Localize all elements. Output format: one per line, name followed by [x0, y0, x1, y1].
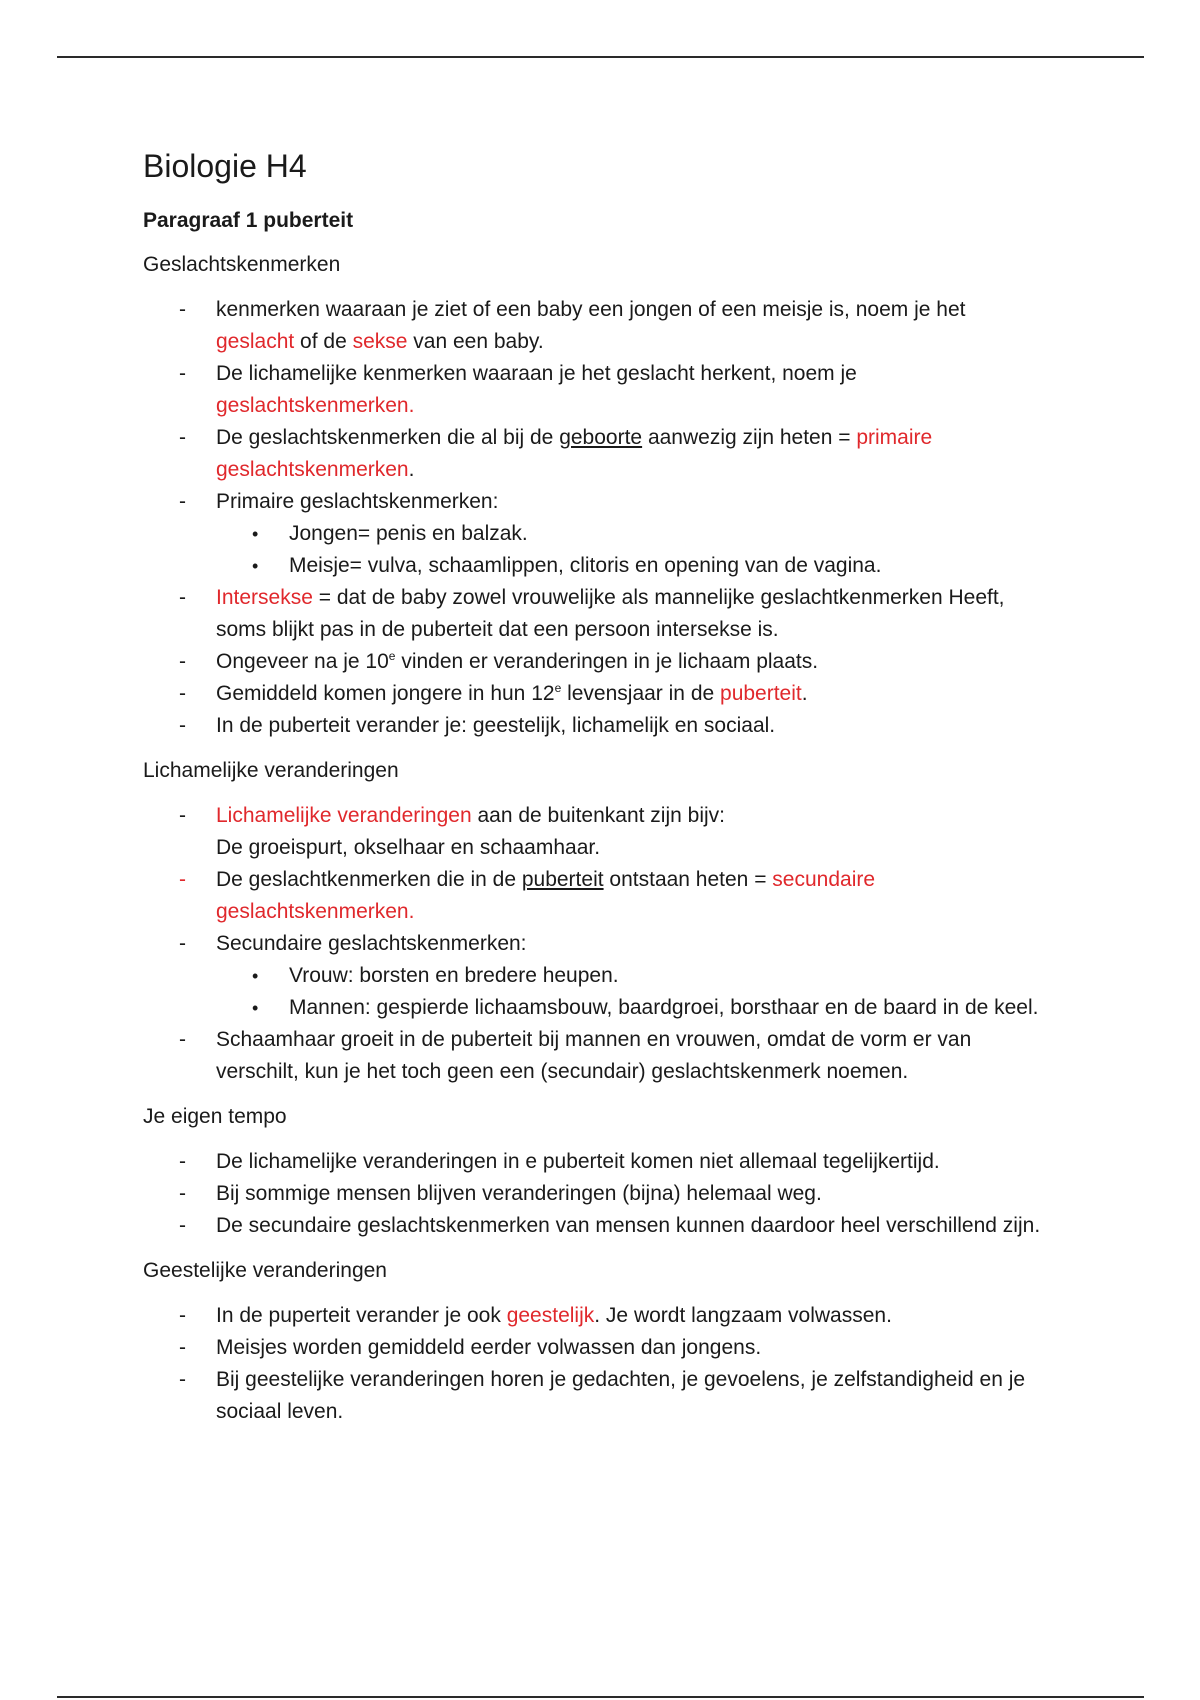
sub-list — [143, 518, 1043, 582]
underlined-term: geboorte — [559, 426, 643, 449]
dash-mark: - — [179, 426, 186, 449]
dash-mark: - — [179, 1368, 186, 1391]
dash-mark: - — [179, 362, 186, 385]
text: Vrouw: borsten en bredere heupen. — [289, 964, 619, 987]
dash-mark: - — [179, 1150, 186, 1173]
list-item — [143, 710, 1043, 742]
list-item — [143, 294, 1043, 358]
section-heading-je-eigen-tempo: Je eigen tempo — [143, 1105, 287, 1128]
text: In de puperteit verander je ook — [216, 1304, 507, 1327]
document-page — [143, 140, 1043, 1442]
text: . — [408, 900, 415, 923]
bottom-rule — [57, 1696, 1144, 1698]
text: aan de buitenkant zijn bijv: — [471, 804, 725, 827]
text: . — [408, 394, 415, 417]
bullet-mark: • — [252, 966, 259, 986]
dash-mark: - — [179, 586, 186, 609]
text: De geslachtskenmerken die al bij de — [216, 426, 560, 449]
text: De groeispurt, okselhaar en schaamhaar. — [216, 836, 601, 859]
superscript: e — [388, 649, 396, 663]
highlight-term: geslachtskenmerken — [216, 394, 409, 417]
highlight-term: geestelijk — [506, 1304, 595, 1327]
dash-mark: - — [179, 490, 186, 513]
dash-mark: - — [179, 868, 186, 891]
dash-mark: - — [179, 1182, 186, 1205]
text: Meisjes worden gemiddeld eerder volwassen dan jongens. — [216, 1336, 762, 1359]
text: of de — [294, 330, 353, 353]
list-item — [143, 1024, 1043, 1088]
list-item — [143, 1332, 1043, 1364]
highlight-term: Intersekse — [216, 586, 313, 609]
section-heading-lichamelijke-veranderingen: Lichamelijke veranderingen — [143, 759, 399, 782]
text: ontstaan heten = — [603, 868, 773, 891]
list-item — [143, 678, 1043, 710]
highlight-term: puberteit — [720, 682, 802, 705]
text: Bij sommige mensen blijven veranderingen (bijna) helemaal weg. — [216, 1182, 822, 1205]
text: In de puberteit verander je: geestelijk, lichamelijk en sociaal. — [216, 714, 776, 737]
text: kenmerken waaraan je ziet of een baby een jongen of een meisje is, noem je het — [216, 298, 966, 321]
list-item — [143, 422, 1043, 486]
list-geslachtskenmerken — [143, 294, 1043, 742]
list-item — [143, 800, 1043, 864]
text: Ongeveer na je 10 — [216, 650, 389, 673]
text: . — [408, 458, 415, 481]
sub-list-item — [143, 960, 1043, 992]
dash-mark: - — [179, 682, 186, 705]
text: Bij geestelijke veranderingen horen je gedachten, je gevoelens, je zelfstandigheid en je sociaal leven. — [216, 1368, 1026, 1423]
dash-mark: - — [179, 1304, 186, 1327]
text: Schaamhaar groeit in de puberteit bij mannen en vrouwen, omdat de vorm er van verschilt, kun je het toch geen een (secundair) geslachtskenmerk noemen. — [216, 1028, 972, 1083]
paragraph-heading: Paragraaf 1 puberteit — [143, 209, 354, 232]
dash-mark: - — [179, 1028, 186, 1051]
highlight-term: Lichamelijke veranderingen — [216, 804, 472, 827]
list-item — [143, 358, 1043, 422]
text: van een baby. — [407, 330, 544, 353]
superscript: e — [554, 681, 562, 695]
highlight-term: sekse — [352, 330, 408, 353]
dash-mark: - — [179, 650, 186, 673]
list-item — [143, 646, 1043, 678]
text: vinden er veranderingen in je lichaam plaats. — [395, 650, 819, 673]
dash-mark: - — [179, 932, 186, 955]
dash-mark: - — [179, 714, 186, 737]
list-item — [143, 582, 1043, 646]
list-item — [143, 1210, 1043, 1242]
list-item — [143, 864, 1043, 928]
list-item — [143, 1178, 1043, 1210]
bullet-mark: • — [252, 998, 259, 1018]
text: Jongen= penis en balzak. — [289, 522, 528, 545]
bullet-mark: • — [252, 524, 259, 544]
list-lichamelijke-veranderingen — [143, 800, 1043, 1088]
list-item — [143, 1146, 1043, 1178]
dash-mark: - — [179, 1214, 186, 1237]
dash-mark: - — [179, 804, 186, 827]
underlined-term: puberteit — [521, 868, 604, 891]
list-item — [143, 486, 1043, 582]
text: Mannen: gespierde lichaamsbouw, baardgroei, borsthaar en de baard in de keel. — [289, 996, 1039, 1019]
text: Meisje= vulva, schaamlippen, clitoris en opening van de vagina. — [289, 554, 882, 577]
bullet-mark: • — [252, 556, 259, 576]
document-title: Biologie H4 — [143, 148, 307, 184]
text: Secundaire geslachtskenmerken: — [216, 932, 527, 955]
highlight-term: secundaire geslachtskenmerken — [216, 868, 876, 923]
text: . — [801, 682, 808, 705]
sub-list-item — [143, 518, 1043, 550]
list-item — [143, 1364, 1043, 1428]
text: De geslachtkenmerken die in de — [216, 868, 522, 891]
sub-list — [143, 960, 1043, 1024]
list-item — [143, 1300, 1043, 1332]
list-geestelijke-veranderingen — [143, 1300, 1043, 1428]
text: De lichamelijke kenmerken waaraan je het geslacht herkent, noem je — [216, 362, 857, 385]
highlight-term: primaire geslachtskenmerken — [216, 426, 933, 481]
text: . Je wordt langzaam volwassen. — [594, 1304, 892, 1327]
highlight-term: geslacht — [216, 330, 295, 353]
sub-list-item — [143, 992, 1043, 1024]
sub-list-item — [143, 550, 1043, 582]
top-rule — [57, 56, 1144, 58]
text: Gemiddeld komen jongere in hun 12 — [216, 682, 555, 705]
text: aanwezig zijn heten = — [642, 426, 857, 449]
text: De secundaire geslachtskenmerken van mensen kunnen daardoor heel verschillend zijn. — [216, 1214, 1041, 1237]
text: Primaire geslachtskenmerken: — [216, 490, 499, 513]
dash-mark: - — [179, 298, 186, 321]
text: De lichamelijke veranderingen in e puberteit komen niet allemaal tegelijkertijd. — [216, 1150, 940, 1173]
dash-mark: - — [179, 1336, 186, 1359]
section-heading-geestelijke-veranderingen: Geestelijke veranderingen — [143, 1259, 387, 1282]
section-heading-geslachtskenmerken: Geslachtskenmerken — [143, 253, 341, 276]
list-je-eigen-tempo — [143, 1146, 1043, 1242]
text: = dat de baby zowel vrouwelijke als mannelijke geslachtkenmerken Heeft, soms blijkt pas in de puberteit dat een persoon intersekse is. — [216, 586, 1005, 641]
text: levensjaar in de — [561, 682, 721, 705]
list-item — [143, 928, 1043, 1024]
